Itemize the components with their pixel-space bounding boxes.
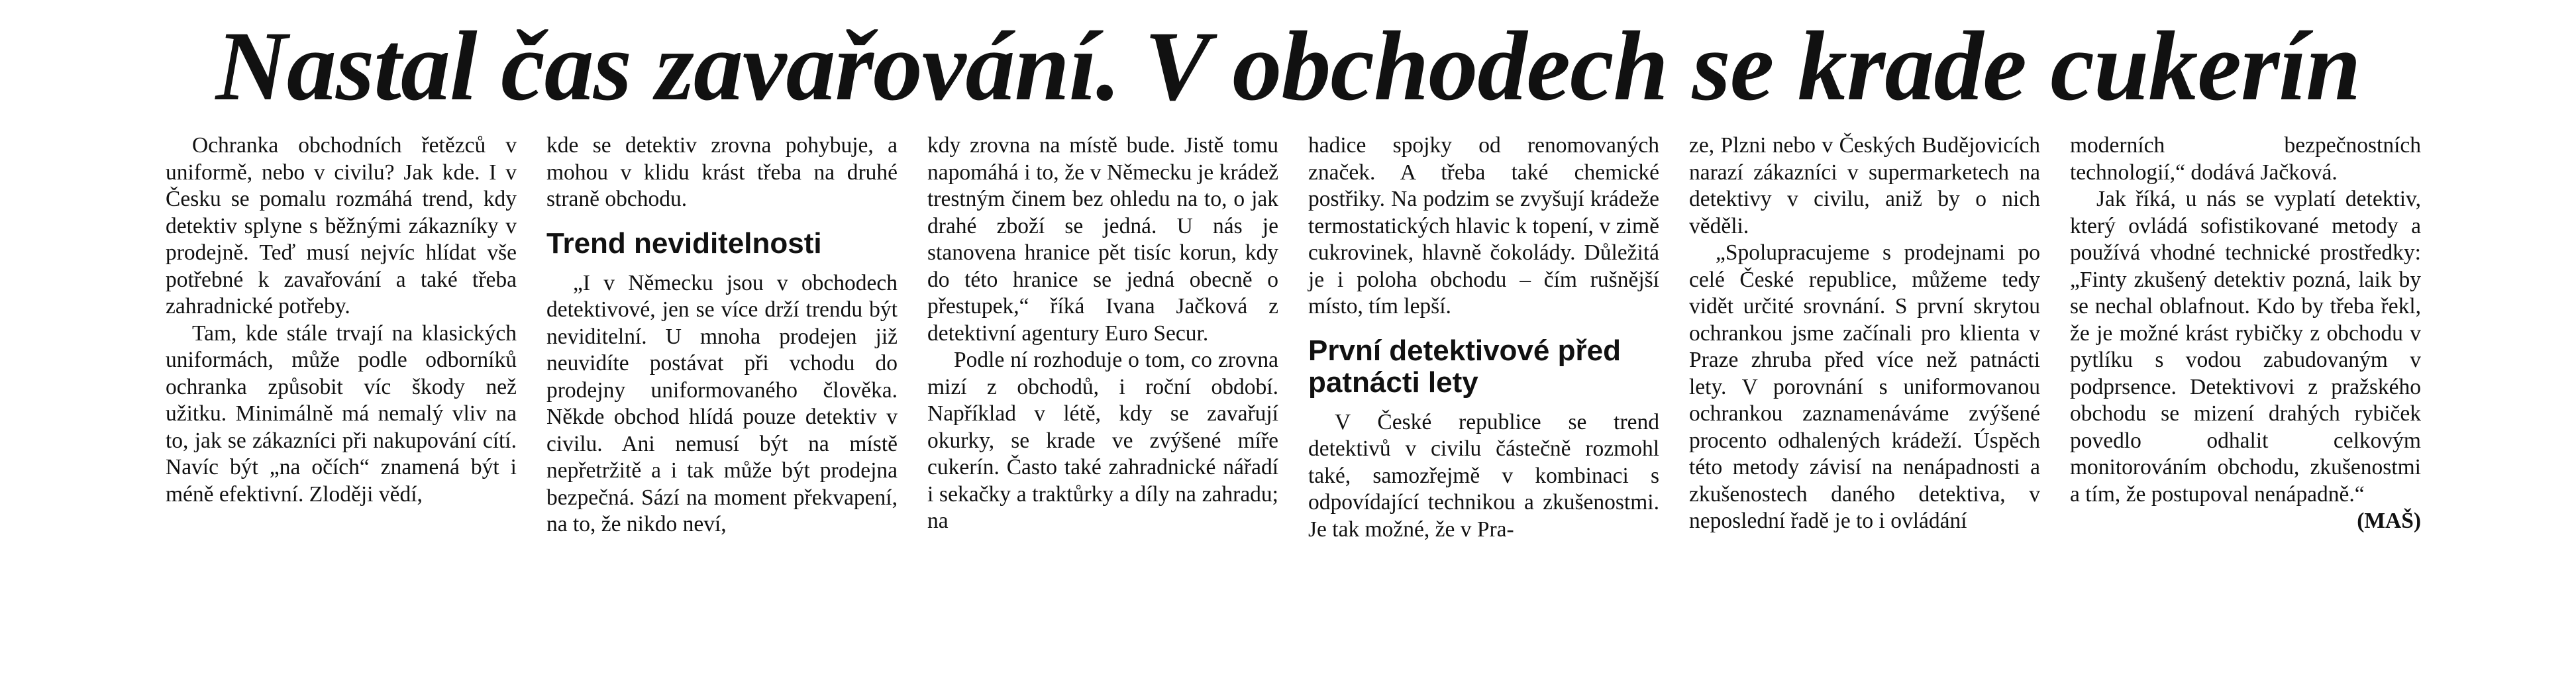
paragraph: hadice spojky od renomovaných značek. A třeba také chemické postřiky. Na podzim se zvyšují krádeže termostatických hlavic k topení, v zimě cukrovinek, hlavně čokolády. Důležitá je i poloha obchodu – čím rušnější místo, tím lepší.: [1308, 133, 1659, 319]
subheading: První detektivové před patnácti lety: [1308, 334, 1621, 399]
paragraph: Tam, kde stále trvají na klasických uniformách, může podle odborníků ochranka způsobit víc škody než užitku. Minimálně má nemalý vliv na to, jak se zákazníci při nakupování cítí. Navíc být „na očích“ znamená být i méně efektivní. Zloději vědí,: [166, 321, 517, 507]
headline: Nastal čas zavařování. V obchodech se krade cukerín: [215, 11, 2361, 121]
paragraph-text: Jak říká, u nás se vyplatí detektiv, který ovládá sofistikované metody a používá vhodné technické prostředky: „Finty zkušený detektiv pozná, laik by se nechal oblafnout. Kdo by třeba řekl, že je možné krást rybičky z obchodu v pytlíku s vodou zabudovaným v podprsence. Detektivovi z pražského obchodu se mizení drahých rybiček povedlo odhalit celkovým monitorováním obchodu, zkušenostmi a tím, že postupoval nenápadně.“: [2070, 187, 2421, 507]
paragraph: ze, Plzni nebo v Českých Budějovicích narazí zákazníci v supermarketech na detektivy v civilu, aniž by o nich věděli.: [1689, 133, 2040, 238]
article-column-3: [927, 132, 1278, 535]
paragraph: Ochranka obchodních řetězců v uniformě, nebo v civilu? Jak kde. I v Česku se pomalu rozmáhá trend, kdy detektiv splyne s běžnými zákazníky v prodejně. Teď musí nejvíc hlídat vše potřebné k zavařování a také třeba zahradnické potřeby.: [166, 133, 517, 319]
paragraph: moderních bezpečnostních technologií,“ dodává Jačková.: [2070, 133, 2421, 185]
paragraph: Podle ní rozhoduje o tom, co zrovna mizí z obchodů, i roční období. Například v létě, kdy se zavařují okurky, se krade ve zvýšené míře cukerín. Často také zahradnické nářadí i sekačky a traktůrky a díly na zahradu; na: [927, 348, 1278, 533]
paragraph: kdy zrovna na místě bude. Jistě tomu napomáhá i to, že v Německu je krádež trestným činem bez ohledu na to, o jak drahé zboží se jedná. U nás je stanovena hranice pět tisíc korun, kdy do této hranice se jedná obecně o přestupek,“ říká Ivana Jačková z detektivní agentury Euro Secur.: [927, 133, 1278, 346]
paragraph: [2070, 186, 2421, 533]
paragraph: kde se detektiv zrovna pohybuje, a mohou v klidu krást třeba na druhé straně obchodu.: [546, 133, 898, 211]
article-column-2: [546, 132, 898, 538]
subheading: Trend neviditelnosti: [546, 226, 822, 260]
article-column-4: [1308, 132, 1659, 543]
paragraph: V České republice se trend detektivů v civilu částečně rozmohl také, samozřejmě v kombinaci s odpovídající technikou a zkušenostmi. Je tak možné, že v Pra-: [1308, 409, 1659, 542]
article-column-5: [1689, 132, 2040, 535]
article-column-1: [166, 132, 517, 508]
author-signature: (MAŠ): [2357, 509, 2421, 533]
paragraph: „I v Německu jsou v obchodech detektivové, jen se více drží trendu být neviditelní. U mnoha prodejen již neuvidíte postávat při vchodu do prodejny uniformovaného člověka. Někde obchod hlídá pouze detektiv v civilu. Ani nemusí být na místě nepřetržitě a i tak může být prodejna bezpečná. Sází na moment překvapení, na to, že nikdo neví,: [546, 270, 898, 536]
article-column-6: [2070, 132, 2421, 535]
paragraph: „Spolupracujeme s prodejnami po celé České republice, můžeme tedy vidět určité srovnání. S první skrytou ochrankou jsme začínali pro klienta v Praze zhruba před více než patnácti lety. V porovnání s uniformovanou ochrankou zaznamenáváme zvýšené procento odhalených krádeží. Úspěch této metody závisí na nenápadnosti a zkušenostech daného detektiva, v neposlední řadě je to i ovládání: [1689, 240, 2040, 533]
